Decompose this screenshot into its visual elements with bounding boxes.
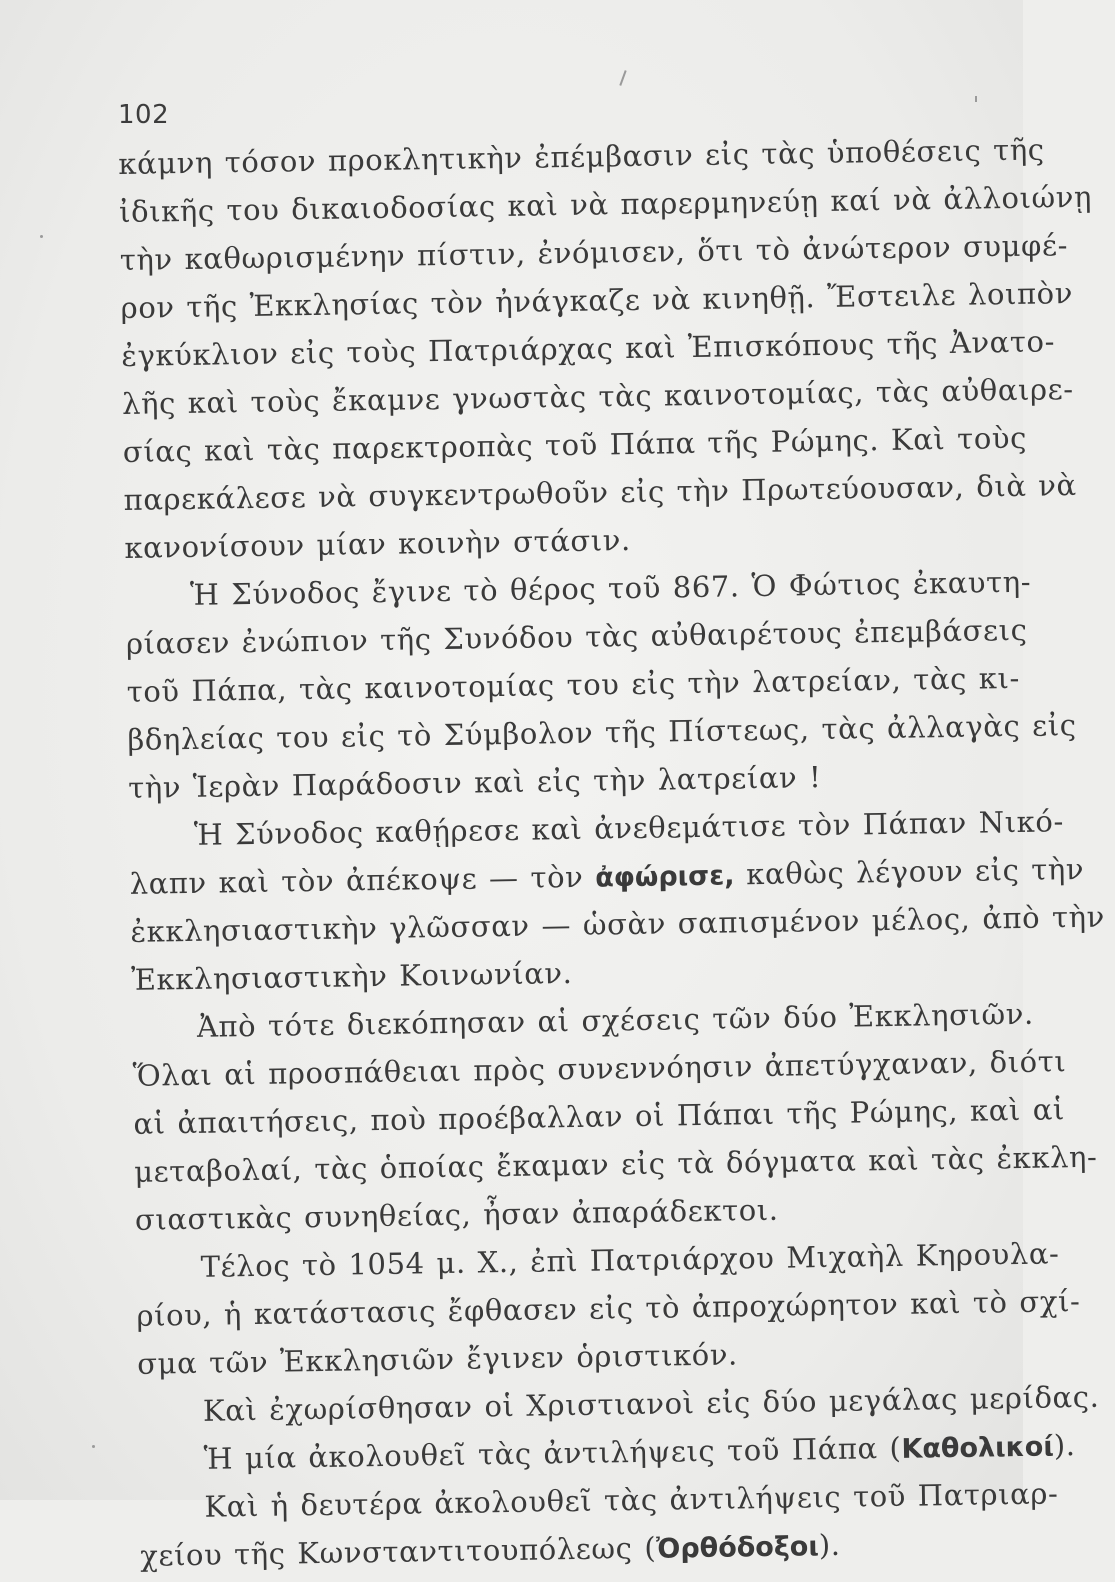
text-line: παρεκάλεσε νὰ συγκεντρωθοῦν εἰς τὴν Πρωτεύουσαν, διὰ νὰ — [123, 467, 1077, 517]
text-segment: καθὼς λέγουν εἰς τὴν — [734, 851, 1085, 892]
text-segment: ). — [1053, 1428, 1076, 1463]
text-line: Ἀπὸ τότε διεκόπησαν αἱ σχέσεις τῶν δύο Ἐκκλησιῶν. — [196, 996, 1035, 1044]
bold-term: Ὀρθόδοξοι — [656, 1531, 820, 1565]
text-line: βδηλείας του εἰς τὸ Σύμβολον τῆς Πίστεως, τὰς ἀλλαγὰς εἰς — [127, 708, 1077, 757]
text-line: ἐκκλησιαστικὴν γλῶσσαν — ὡσὰν σαπισμένον μέλος, ἀπὸ τὴν — [130, 899, 1106, 949]
text-line: Ἡ Σύνοδος ἔγινε τὸ θέρος τοῦ 867. Ὁ Φώτιος ἐκαυτη- — [189, 564, 1032, 612]
text-line: τοῦ Πάπα, τὰς καινοτομίας του εἰς τὴν λατρείαν, τὰς κι- — [126, 660, 1021, 709]
text-line: μεταβολαί, τὰς ὁποίας ἔκαμαν εἰς τὰ δόγματα καὶ τὰς ἐκκλη- — [133, 1139, 1098, 1189]
text-segment: Ἡ μία ἀκολουθεῖ τὰς ἀντιλήψεις τοῦ Πάπα ( — [203, 1430, 902, 1476]
text-segment: ). — [818, 1527, 841, 1563]
text-line: κανονίσουν μίαν κοινὴν στάσιν. — [124, 522, 632, 565]
text-line: Ἐκκλησιαστικὴν Κοινωνίαν. — [130, 955, 573, 997]
text-segment: λαπν καὶ τὸν ἀπέκοψε — τὸν — [129, 859, 596, 901]
text-line: τὴν Ἱερὰν Παράδοσιν καὶ εἰς τὴν λατρείαν ! — [127, 760, 822, 805]
scan-speck — [975, 96, 977, 102]
text-line: λῆς καὶ τοὺς ἔκαμνε γνωστὰς τὰς καινοτομίας, τὰς αὐθαιρε- — [121, 372, 1074, 421]
text-line: ρίασεν ἐνώπιον τῆς Συνόδου τὰς αὐθαιρέτους ἐπεμβάσεις — [125, 612, 1028, 661]
text-line: Καὶ ἡ δευτέρα ἀκολουθεῖ τὰς ἀντιλήψεις τοῦ Πατριαρ- — [204, 1476, 1059, 1524]
text-line: ἐγκύκλιον εἰς τοὺς Πατριάρχας καὶ Ἐπισκόπους τῆς Ἀνατο- — [121, 324, 1056, 373]
text-line: κάμνη τόσον προκλητικὴν ἐπέμβασιν εἰς τὰς ὑποθέσεις τῆς — [118, 132, 1045, 181]
bold-term: Καθολικοί — [901, 1431, 1055, 1465]
text-line: ἰδικῆς του δικαιοδοσίας καὶ νὰ παρερμηνεύῃ καί νὰ ἀλλοιώνῃ — [118, 179, 1093, 229]
bold-term: ἀφώρισε, — [594, 860, 735, 894]
text-line: Ὅλαι αἱ προσπάθειαι πρὸς συνεννόησιν ἀπετύγχαναν, διότι — [132, 1044, 1067, 1093]
text-line: αἱ ἀπαιτήσεις, ποὺ προέβαλλαν οἱ Πάπαι τῆς Ρώμης, καὶ αἱ — [133, 1092, 1066, 1141]
text-line: Καὶ ἐχωρίσθησαν οἱ Χριστιανοὶ εἰς δύο μεγάλας μερίδας. — [202, 1379, 1100, 1428]
scan-speck — [92, 1445, 95, 1448]
text-line: τὴν καθωρισμένην πίστιν, ἐνόμισεν, ὅτι τὸ ἀνώτερον συμφέ- — [119, 228, 1069, 277]
text-segment: χείου τῆς Κωνσταντιτουπόλεως ( — [139, 1530, 657, 1573]
text-line: Ἡ Σύνοδος καθῄρεσε καὶ ἀνεθεμάτισε τὸν Πάπαν Νικό- — [193, 804, 1065, 852]
text-line: ρίου, ἡ κατάστασις ἔφθασεν εἰς τὸ ἀπροχώρητον καὶ τὸ σχί- — [136, 1284, 1081, 1333]
text-line: σμα τῶν Ἐκκλησιῶν ἔγινεν ὁριστικόν. — [136, 1337, 739, 1381]
text-line: ρον τῆς Ἐκκλησίας τὸν ἠνάγκαζε νὰ κινηθῇ. Ἔστειλε λοιπὸν — [120, 276, 1074, 325]
body-text — [118, 127, 1106, 1580]
scan-speck — [619, 70, 626, 86]
scan-speck — [40, 235, 43, 238]
text-line: σίας καὶ τὰς παρεκτροπὰς τοῦ Πάπα τῆς Ρώμης. Καὶ τοὺς — [122, 420, 1028, 469]
text-line: σιαστικὰς συνηθείας, ἦσαν ἀπαράδεκτοι. — [134, 1192, 779, 1237]
text-line: Τέλος τὸ 1054 μ. Χ., ἐπὶ Πατριάρχου Μιχαὴλ Κηρουλα- — [200, 1236, 1060, 1284]
page-number: 102 — [118, 100, 170, 130]
